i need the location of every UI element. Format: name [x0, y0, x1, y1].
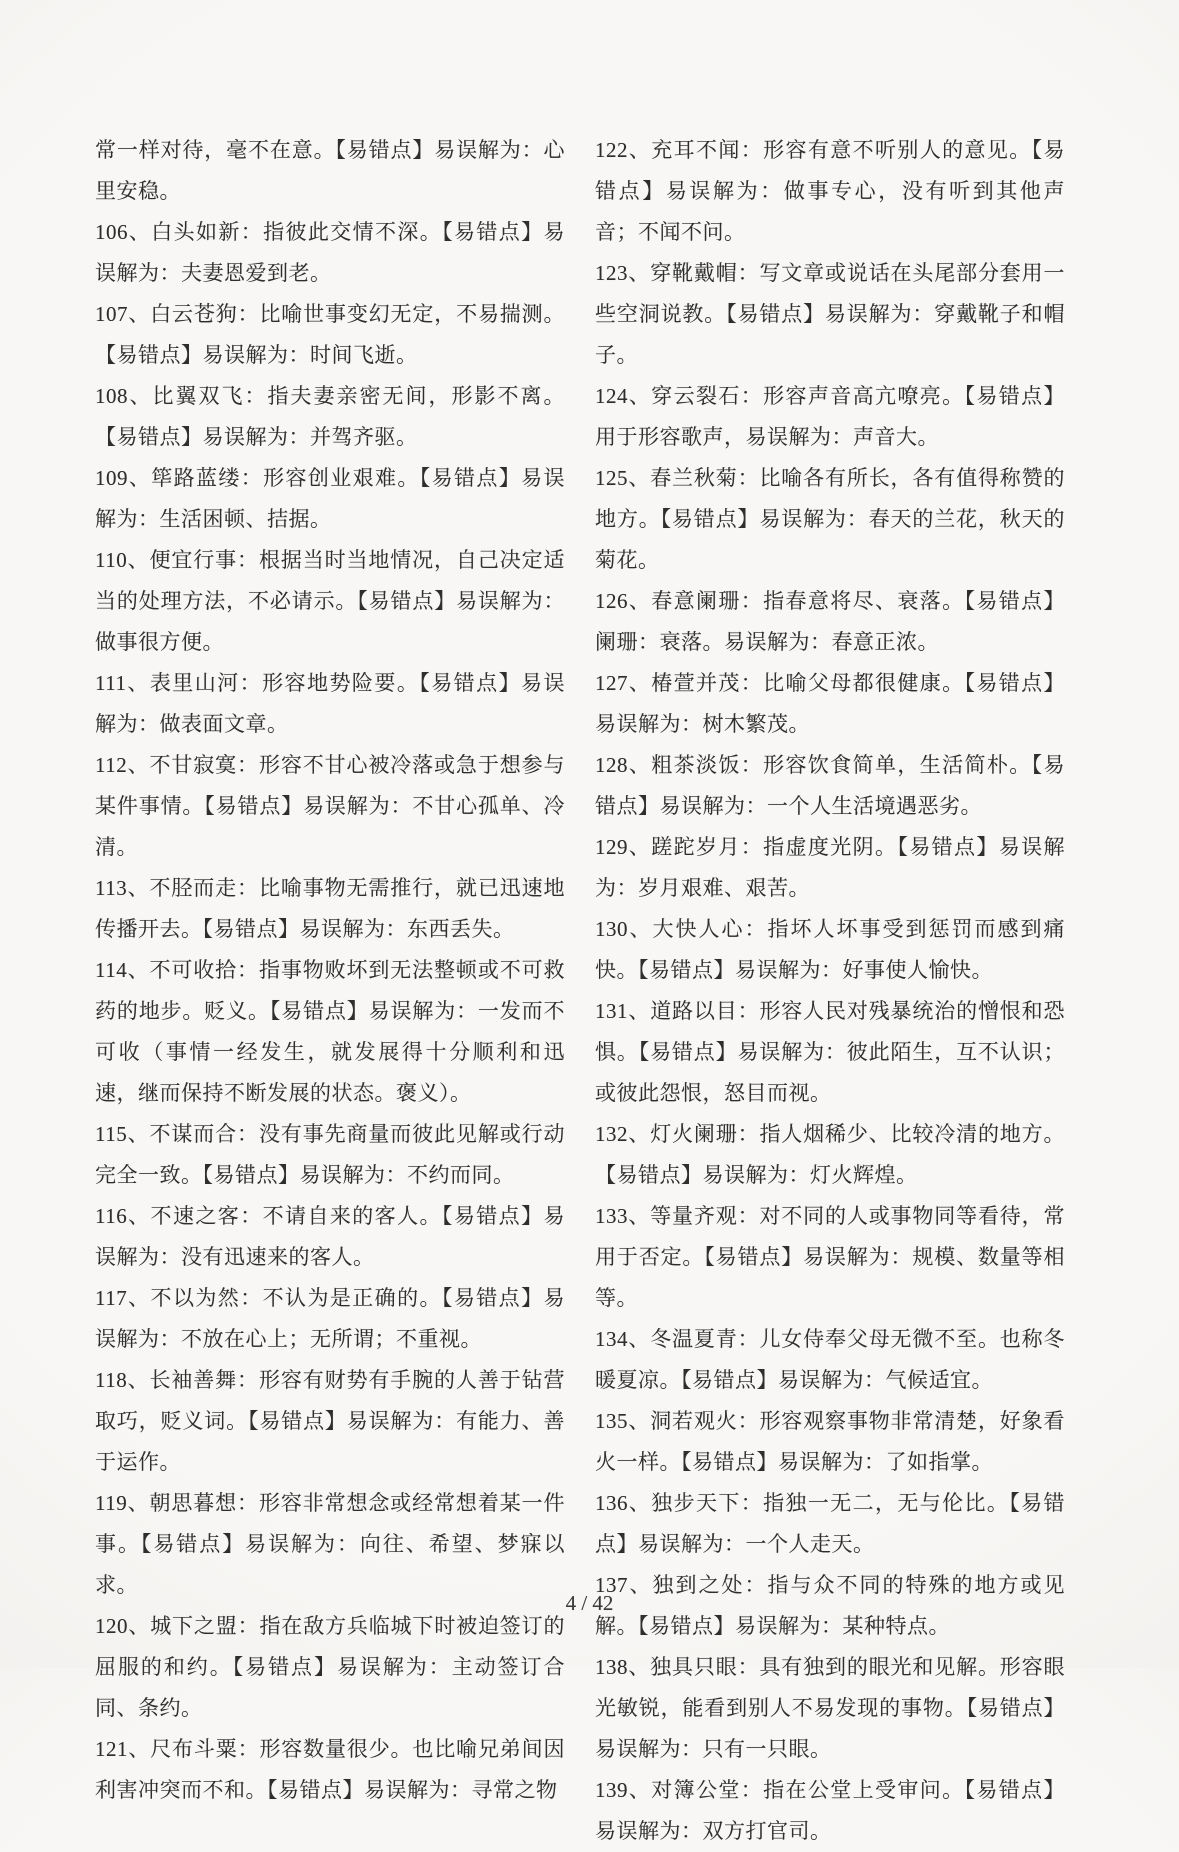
idiom-entry-126: 126、春意阑珊：指春意将尽、衰落。【易错点】阑珊：衰落。易误解为：春意正浓。	[595, 589, 1065, 654]
idiom-entry-123: 123、穿靴戴帽：写文章或说话在头尾部分套用一些空洞说教。【易错点】易误解为：穿戴靴子和帽子。	[595, 261, 1065, 367]
idiom-entry-130: 130、大快人心：指坏人坏事受到惩罚而感到痛快。【易错点】易误解为：好事使人愉快。	[595, 917, 1065, 982]
idiom-entry-119: 119、朝思暮想：形容非常想念或经常想着某一件事。【易错点】易误解为：向往、希望、梦寐以求。	[95, 1491, 565, 1597]
idiom-entry-117: 117、不以为然：不认为是正确的。【易错点】易误解为：不放在心上；无所谓；不重视。	[95, 1286, 565, 1351]
idiom-entry-110: 110、便宜行事：根据当时当地情况，自己决定适当的处理方法，不必请示。【易错点】易误解为：做事很方便。	[95, 548, 565, 654]
idiom-entry-106: 106、白头如新：指彼此交情不深。【易错点】易误解为：夫妻恩爱到老。	[95, 220, 565, 285]
idiom-entry-139: 139、对簿公堂：指在公堂上受审问。【易错点】易误解为：双方打官司。	[595, 1778, 1065, 1843]
idiom-entry-113: 113、不胫而走：比喻事物无需推行，就已迅速地传播开去。【易错点】易误解为：东西丢失。	[95, 876, 565, 941]
idiom-entry-118: 118、长袖善舞：形容有财势有手腕的人善于钻营取巧，贬义词。【易错点】易误解为：有能力、善于运作。	[95, 1368, 565, 1474]
idiom-entry-131: 131、道路以目：形容人民对残暴统治的憎恨和恐惧。【易错点】易误解为：彼此陌生，互不认识；或彼此怨恨，怒目而视。	[595, 999, 1065, 1105]
idiom-entry-111: 111、表里山河：形容地势险要。【易错点】易误解为：做表面文章。	[95, 671, 565, 736]
idiom-entry-continuation: 常一样对待，毫不在意。【易错点】易误解为：心里安稳。	[95, 138, 565, 203]
idiom-entry-138: 138、独具只眼：具有独到的眼光和见解。形容眼光敏锐，能看到别人不易发现的事物。【易错点】易误解为：只有一只眼。	[595, 1655, 1065, 1761]
idiom-entry-115: 115、不谋而合：没有事先商量而彼此见解或行动完全一致。【易错点】易误解为：不约而同。	[95, 1122, 565, 1187]
idiom-entry-116: 116、不速之客：不请自来的客人。【易错点】易误解为：没有迅速来的客人。	[95, 1204, 565, 1269]
idiom-entry-122: 122、充耳不闻：形容有意不听别人的意见。【易错点】易误解为：做事专心，没有听到其他声音；不闻不问。	[595, 138, 1065, 244]
idiom-entry-127: 127、椿萱并茂：比喻父母都很健康。【易错点】易误解为：树木繁茂。	[595, 671, 1065, 736]
idiom-entry-135: 135、洞若观火：形容观察事物非常清楚，好象看火一样。【易错点】易误解为：了如指掌。	[595, 1409, 1065, 1474]
idiom-entry-136: 136、独步天下：指独一无二，无与伦比。【易错点】易误解为：一个人走天。	[595, 1491, 1065, 1556]
idiom-entry-124: 124、穿云裂石：形容声音高亢嘹亮。【易错点】用于形容歌声，易误解为：声音大。	[595, 384, 1065, 449]
idiom-entry-120: 120、城下之盟：指在敌方兵临城下时被迫签订的屈服的和约。【易错点】易误解为：主动签订合同、条约。	[95, 1614, 565, 1720]
idiom-entry-121: 121、尺布斗粟：形容数量很少。也比喻兄弟间因利害冲突而不和。【易错点】易误解为：寻常之物	[95, 1737, 565, 1802]
idiom-entry-133: 133、等量齐观：对不同的人或事物同等看待，常用于否定。【易错点】易误解为：规模、数量等相等。	[595, 1204, 1065, 1310]
idiom-entry-128: 128、粗茶淡饭：形容饮食简单，生活简朴。【易错点】易误解为：一个人生活境遇恶劣。	[595, 753, 1065, 818]
idiom-entry-134: 134、冬温夏青：儿女侍奉父母无微不至。也称冬暖夏凉。【易错点】易误解为：气候适宜。	[595, 1327, 1065, 1392]
idiom-entry-125: 125、春兰秋菊：比喻各有所长，各有值得称赞的地方。【易错点】易误解为：春天的兰花，秋天的菊花。	[595, 466, 1065, 572]
idiom-entry-109: 109、筚路蓝缕：形容创业艰难。【易错点】易误解为：生活困顿、拮据。	[95, 466, 565, 531]
idiom-entry-132: 132、灯火阑珊：指人烟稀少、比较冷清的地方。【易错点】易误解为：灯火辉煌。	[595, 1122, 1065, 1187]
idiom-entry-107: 107、白云苍狗：比喻世事变幻无定，不易揣测。【易错点】易误解为：时间飞逝。	[95, 302, 565, 367]
idiom-entry-129: 129、蹉跎岁月：指虚度光阴。【易错点】易误解为：岁月艰难、艰苦。	[595, 835, 1065, 900]
page-number: 4 / 42	[565, 1591, 614, 1615]
idiom-entry-114: 114、不可收拾：指事物败坏到无法整顿或不可救药的地步。贬义。【易错点】易误解为：一发而不可收（事情一经发生，就发展得十分顺利和迅速，继而保持不断发展的状态。褒义）。	[95, 958, 565, 1105]
idiom-entry-112: 112、不甘寂寞：形容不甘心被冷落或急于想参与某件事情。【易错点】易误解为：不甘心孤单、冷清。	[95, 753, 565, 859]
idiom-entry-108: 108、比翼双飞：指夫妻亲密无间，形影不离。【易错点】易误解为：并驾齐驱。	[95, 384, 565, 449]
idiom-entry-137: 137、独到之处：指与众不同的特殊的地方或见解。【易错点】易误解为：某种特点。	[595, 1573, 1065, 1638]
